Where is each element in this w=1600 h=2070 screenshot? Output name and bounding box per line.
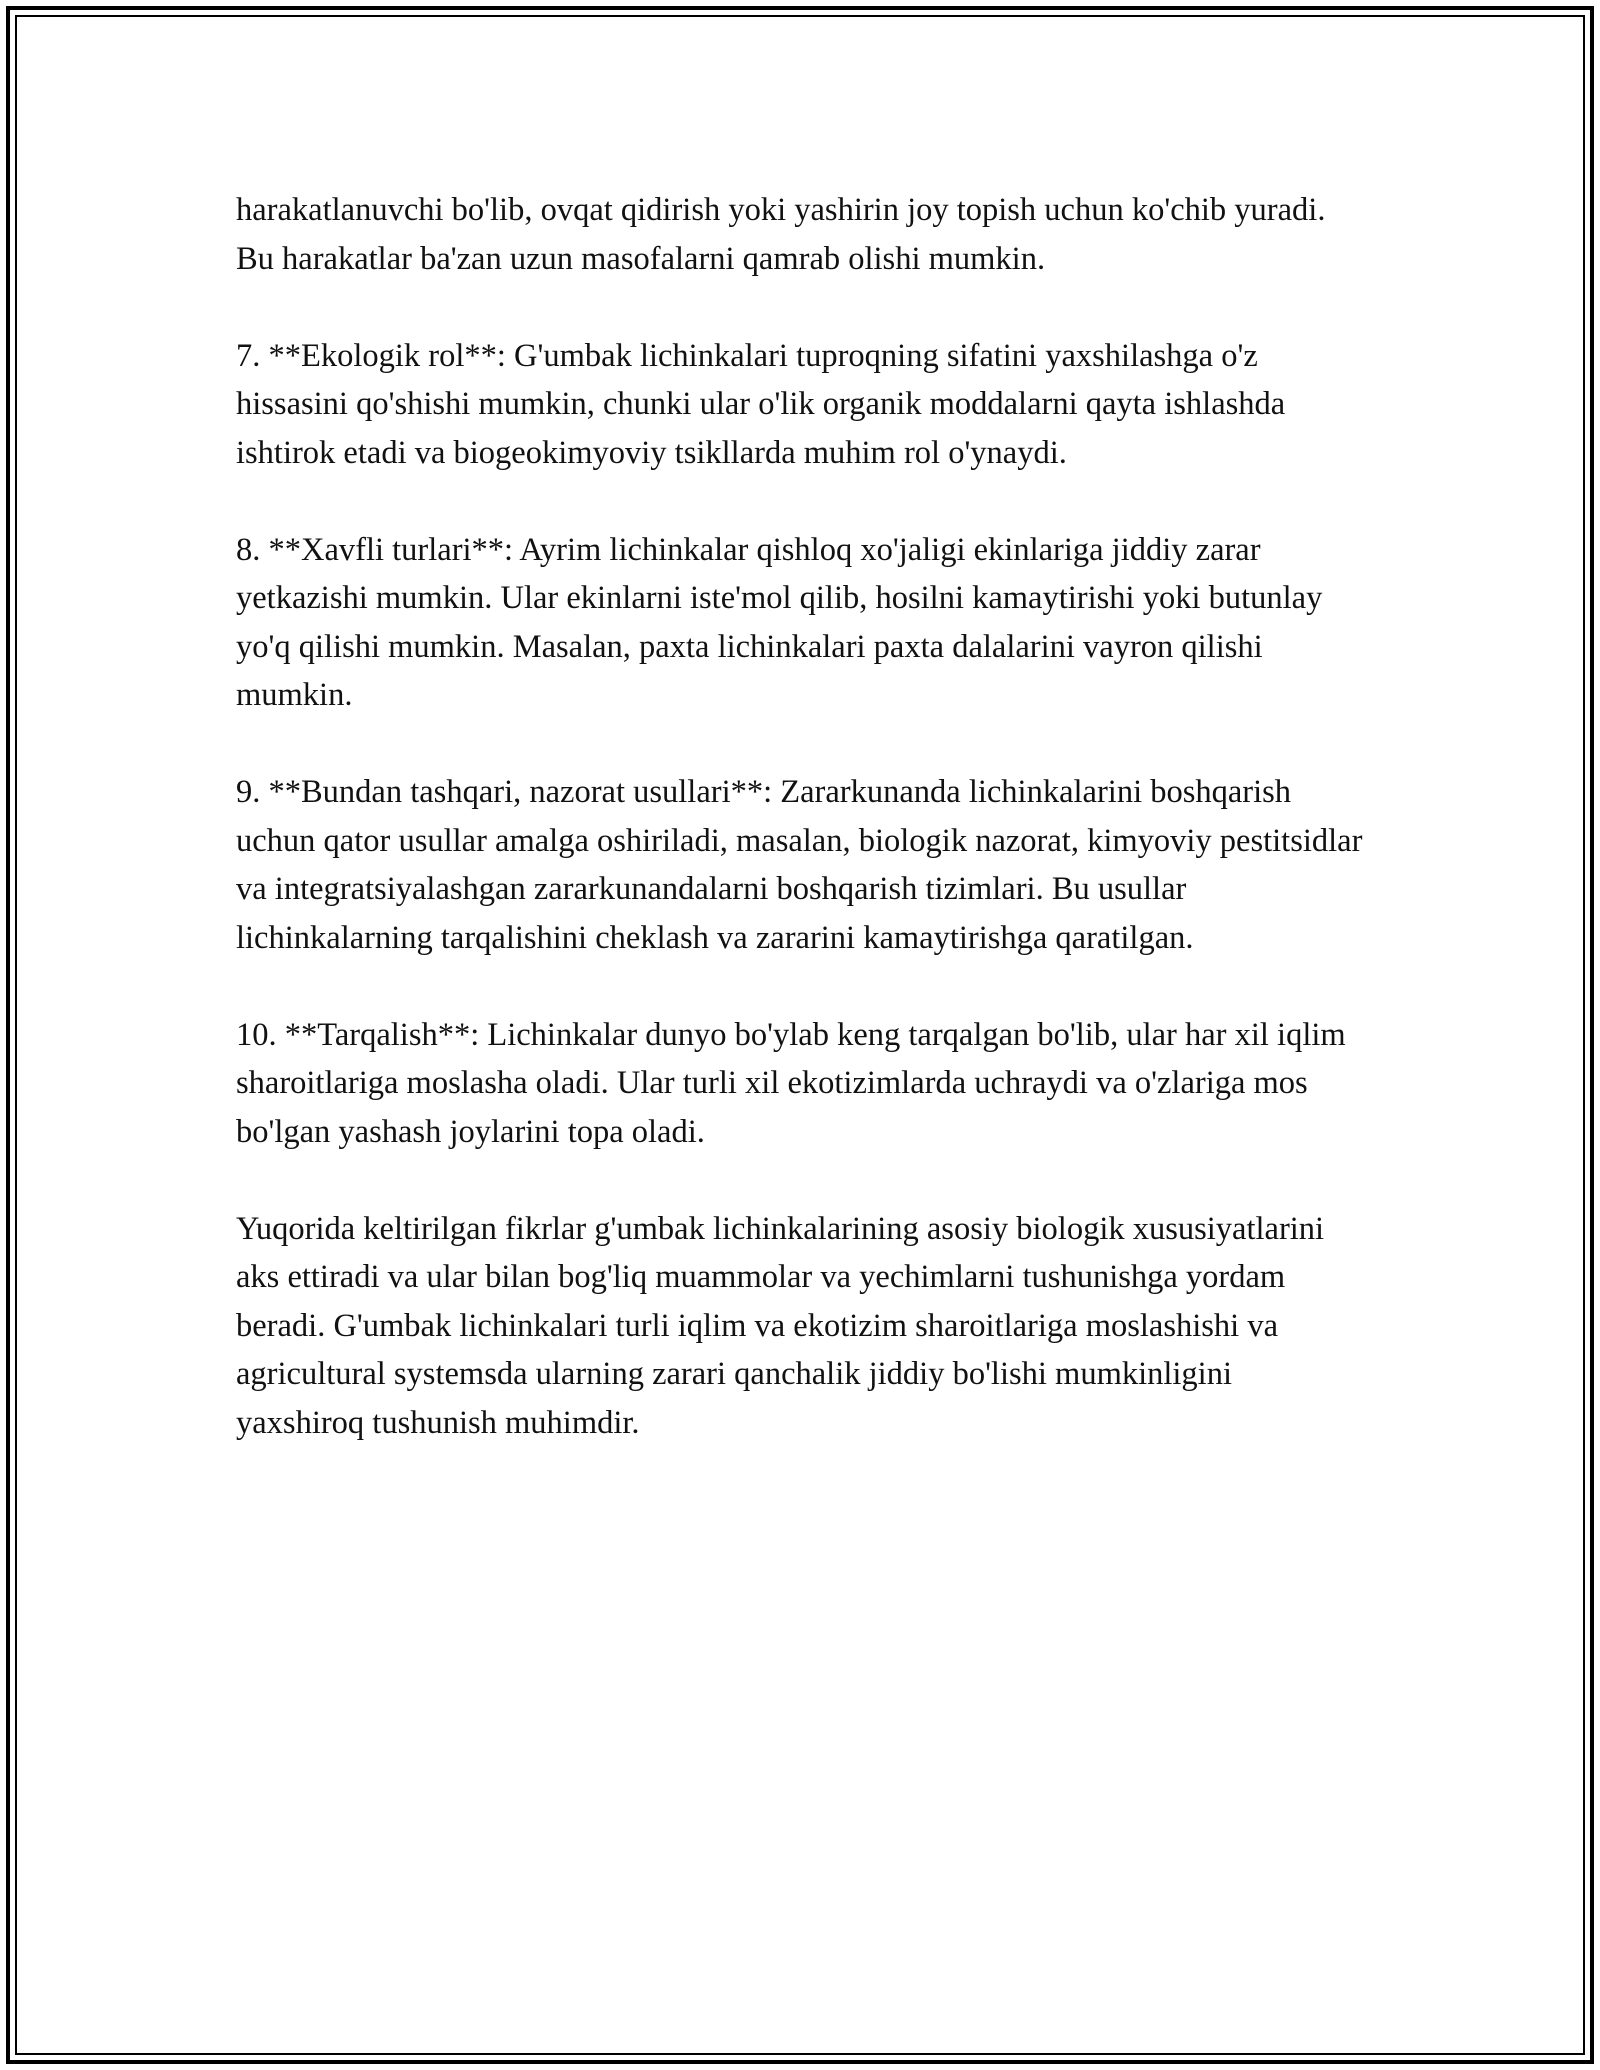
paragraph-item-10-distribution: 10. **Tarqalish**: Lichinkalar dunyo bo'ylab keng tarqalgan bo'lib, ular har xil iqlim sharoitlariga moslasha oladi. Ular turli xil ekotizimlarda uchraydi va o'zlariga mos bo'lgan yashash joylarini topa oladi. xyxy=(236,1016,1346,1150)
paragraph-movement-continuation: harakatlanuvchi bo'lib, ovqat qidirish yoki yashirin joy topish uchun ko'chib yuradi. Bu harakatlar ba'zan uzun masofalarni qamrab olishi mumkin. xyxy=(236,192,1326,277)
document-body xyxy=(236,186,1366,1447)
paragraph-item-8-dangerous-species: 8. **Xavfli turlari**: Ayrim lichinkalar qishloq xo'jaligi ekinlariga jiddiy zarar yetkazishi mumkin. Ular ekinlarni iste'mol qilib, hosilni kamaytirishi yoki butunlay yo'q qilishi mumkin. Masalan, paxta lichinkalari paxta dalalarini vayron qilishi mumkin. xyxy=(236,531,1323,713)
paragraph-conclusion: Yuqorida keltirilgan fikrlar g'umbak lichinkalarining asosiy biologik xususiyatlarini aks ettiradi va ular bilan bog'liq muammolar va yechimlarni tushunishga yordam beradi. G'umbak lichinkalari turli iqlim va ekotizim sharoitlariga moslashishi va agricultural systemsda ularning zarari qanchalik jiddiy bo'lishi mumkinligini yaxshiroq tushunish muhimdir. xyxy=(236,1210,1325,1441)
paragraph-item-9-control-methods: 9. **Bundan tashqari, nazorat usullari**: Zararkunanda lichinkalarini boshqarish uchun qator usullar amalga oshiriladi, masalan, biologik nazorat, kimyoviy pestitsidlar va integratsiyalashgan zararkunandalarni boshqarish tizimlari. Bu usullar lichinkalarning tarqalishini cheklash va zararini kamaytirishga qaratilgan. xyxy=(236,774,1363,956)
paragraph-item-7-ecological-role: 7. **Ekologik rol**: G'umbak lichinkalari tuproqning sifatini yaxshilashga o'z hissasini qo'shishi mumkin, chunki ular o'lik organik moddalarni qayta ishlashda ishtirok etadi va biogeokimyoviy tsikllarda muhim rol o'ynaydi. xyxy=(236,337,1286,471)
